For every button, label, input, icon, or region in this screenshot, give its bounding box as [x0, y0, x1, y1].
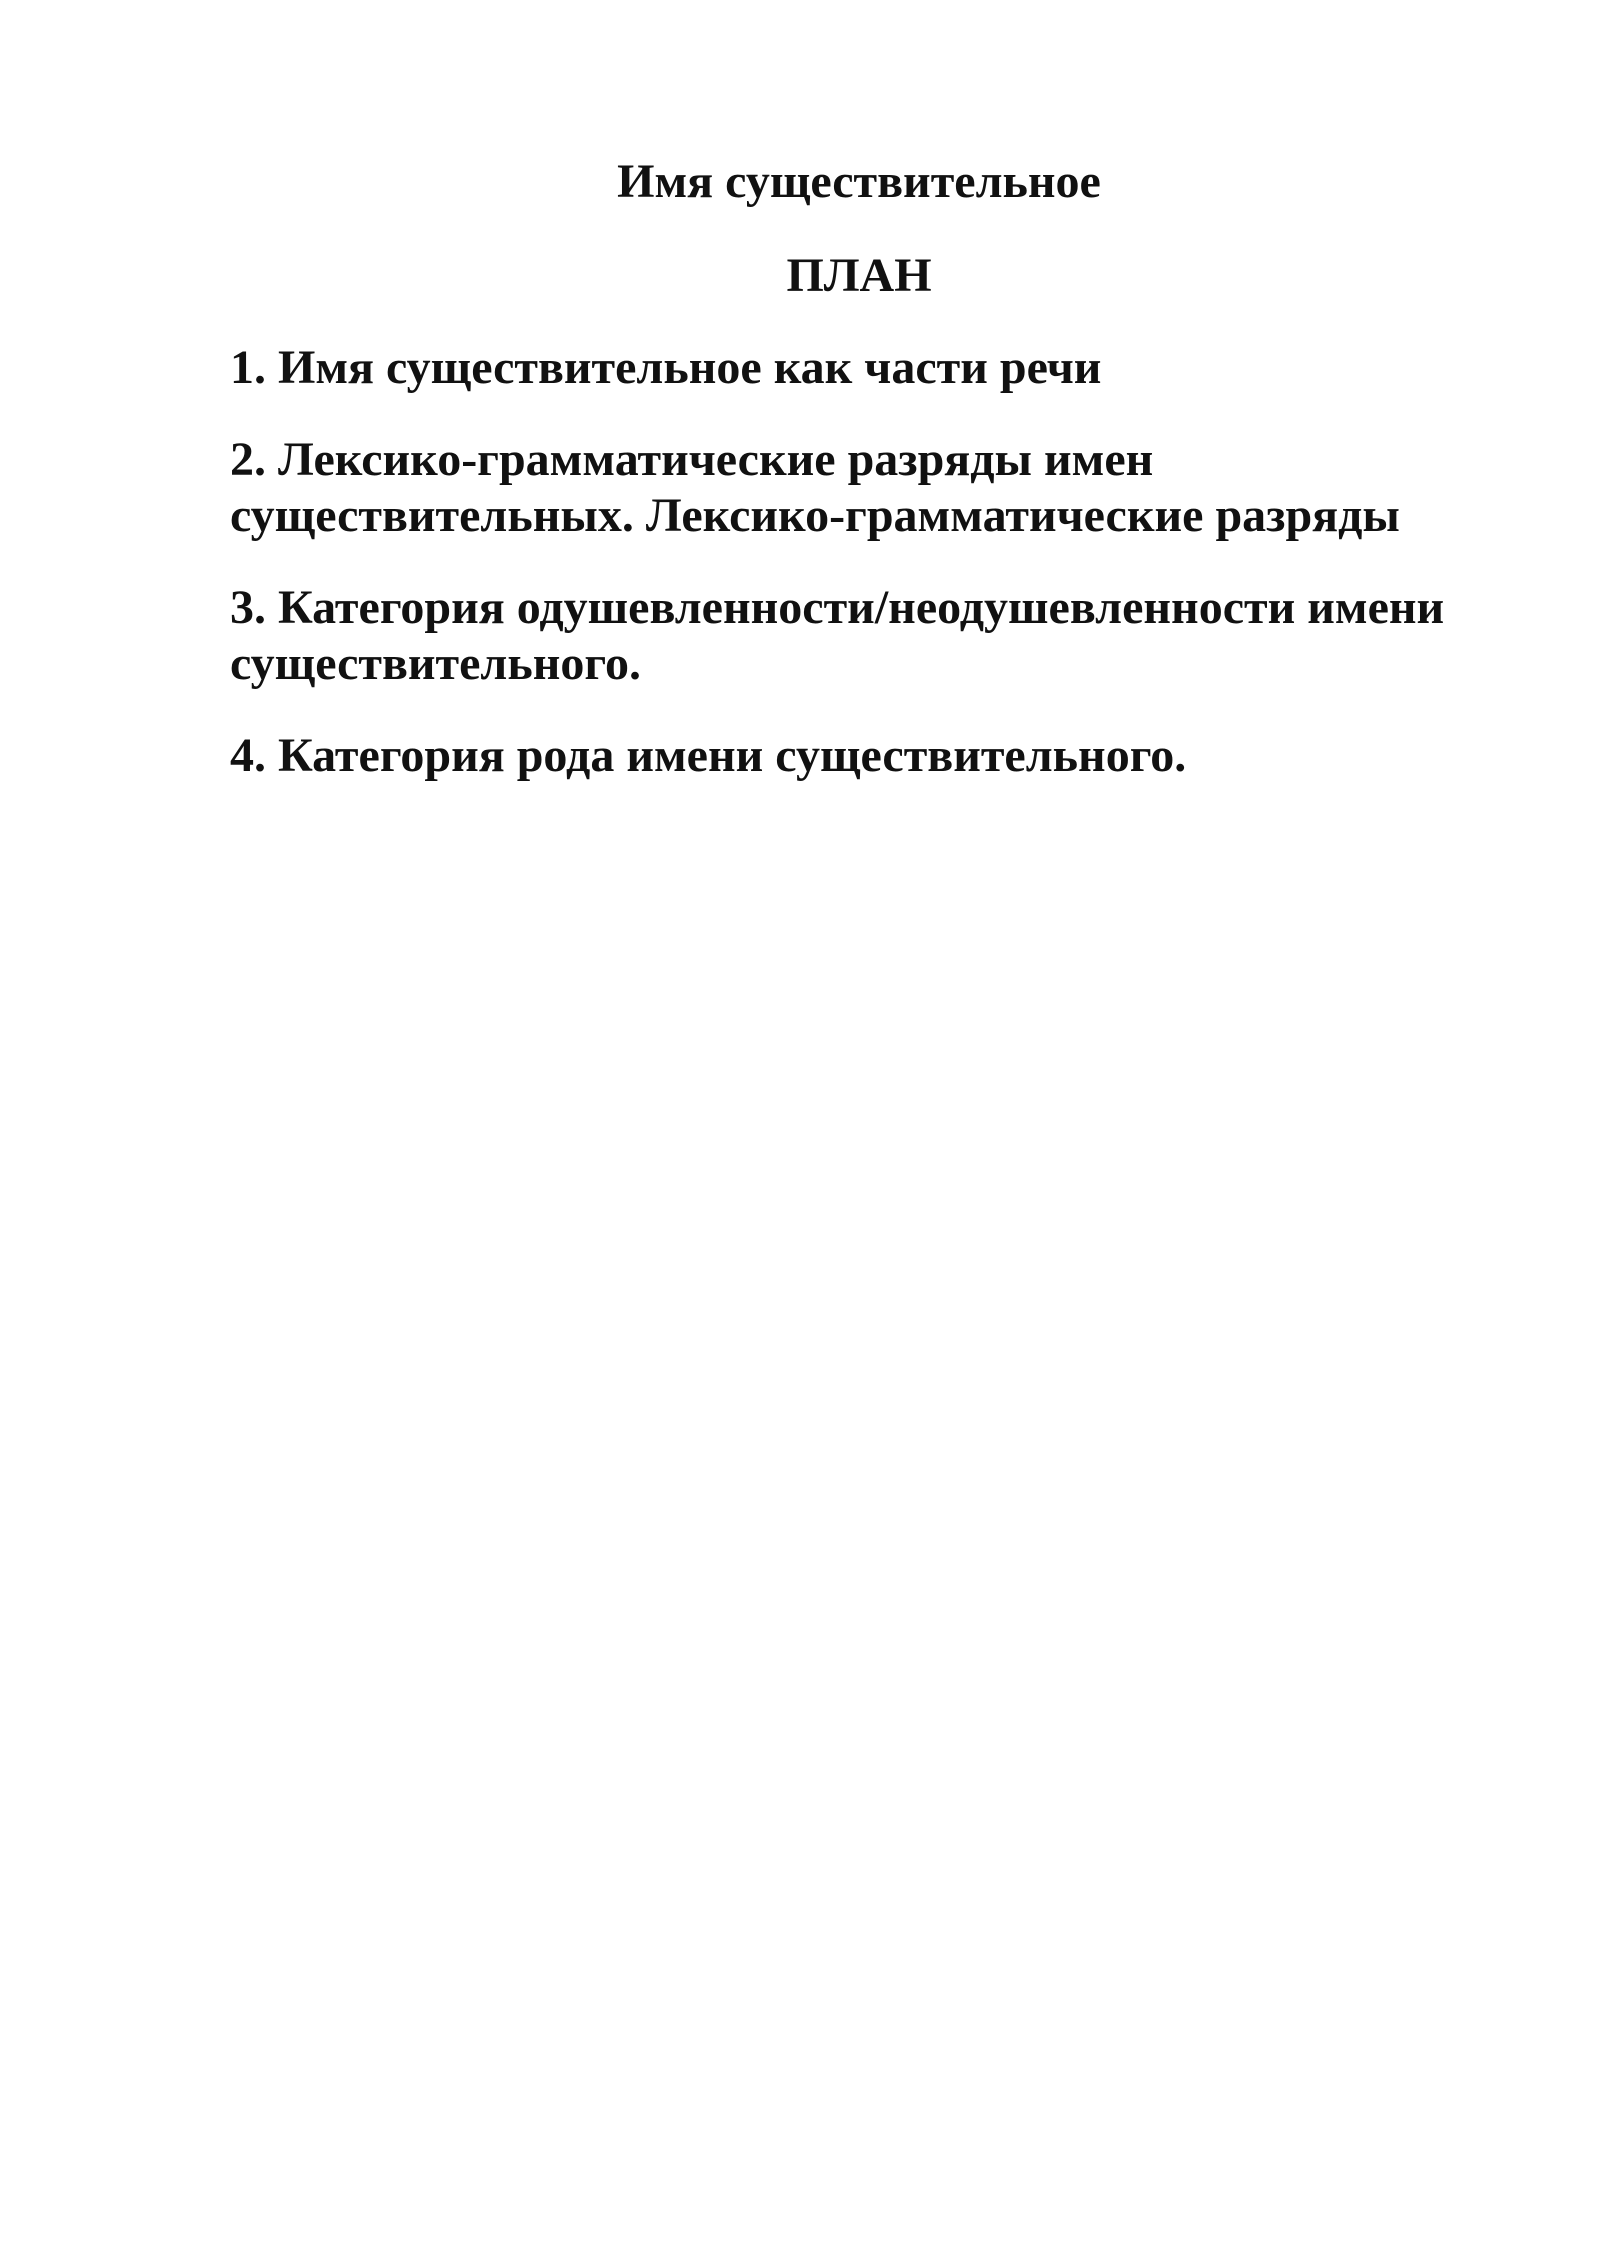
- plan-item-text: Категория рода имени существительного.: [278, 729, 1187, 782]
- plan-list: [230, 340, 1490, 820]
- plan-item-text: Категория одушевленности/неодушевленности имени существительного.: [230, 581, 1445, 690]
- plan-item-number: 2.: [230, 433, 266, 486]
- plan-item: [230, 580, 1490, 692]
- plan-item-number: 1.: [230, 341, 266, 394]
- plan-item: [230, 340, 1490, 396]
- document-title: Имя существительное: [617, 155, 1101, 208]
- plan-heading: ПЛАН: [786, 249, 932, 302]
- plan-item-number: 3.: [230, 581, 266, 634]
- plan-item: [230, 432, 1490, 544]
- plan-item-text: Имя существительное как части речи: [278, 341, 1102, 394]
- plan-item-text: Лексико-грамматические разряды имен существительных. Лексико-грамматические разряды: [230, 433, 1400, 542]
- plan-item-number: 4.: [230, 729, 266, 782]
- plan-item: [230, 728, 1490, 784]
